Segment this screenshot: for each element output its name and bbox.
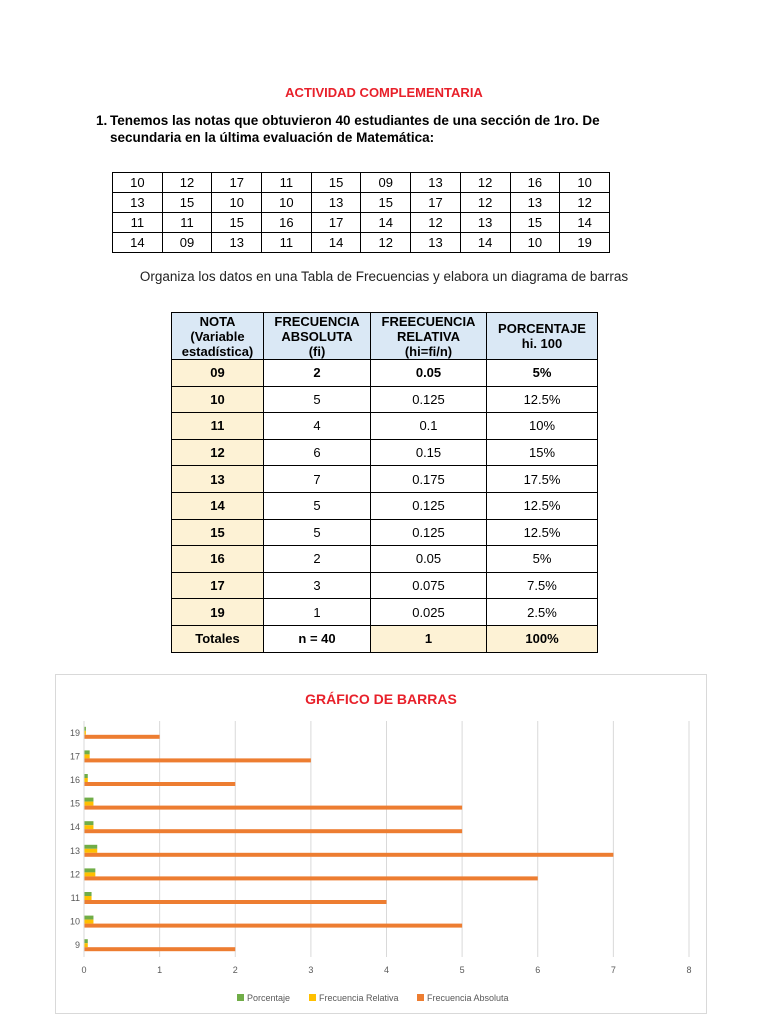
raw-data-row — [113, 213, 610, 233]
x-tick-label: 5 — [459, 965, 465, 975]
bar — [84, 778, 88, 782]
freq-value-cell: 0.175 — [371, 466, 487, 493]
freq-total-cell: 100% — [487, 625, 598, 652]
freq-header-line: (hi=fi/n) — [404, 343, 453, 359]
freq-total-cell: Totales — [172, 625, 264, 652]
freq-value-cell: 0.075 — [371, 572, 487, 599]
freq-value-cell: 5% — [487, 546, 598, 573]
freq-value-cell: 0.125 — [371, 519, 487, 546]
freq-header-line: (Variable — [190, 328, 245, 344]
question-text: Tenemos las notas que obtuvieron 40 estudiantes de una sección de 1ro. De secundaria en la última evaluación de Matemática: — [110, 113, 600, 145]
bar — [84, 802, 93, 806]
raw-data-cell: 12 — [411, 213, 461, 233]
raw-data-cell: 19 — [560, 233, 610, 253]
freq-value-cell: 5 — [264, 519, 371, 546]
freq-totals-row — [172, 625, 598, 652]
freq-nota-cell: 12 — [172, 439, 264, 466]
legend-label: Frecuencia Relativa — [319, 993, 399, 1003]
bar — [84, 900, 387, 904]
y-tick-label: 13 — [69, 845, 80, 856]
freq-value-cell: 0.15 — [371, 439, 487, 466]
freq-value-cell: 0.05 — [371, 360, 487, 387]
freq-value-cell: 0.1 — [371, 413, 487, 440]
raw-data-cell: 11 — [262, 233, 312, 253]
raw-data-row — [113, 233, 610, 253]
x-tick-label: 6 — [535, 965, 541, 975]
freq-value-cell: 10% — [487, 413, 598, 440]
legend-label: Porcentaje — [247, 993, 291, 1003]
freq-header-cell — [172, 313, 264, 360]
raw-data-cell: 10 — [262, 193, 312, 213]
y-tick-label: 10 — [69, 916, 80, 927]
freq-value-cell: 2 — [264, 360, 371, 387]
raw-data-cell: 17 — [212, 173, 262, 193]
raw-data-cell: 14 — [560, 213, 610, 233]
raw-data-cell: 16 — [510, 173, 560, 193]
freq-row — [172, 492, 598, 519]
raw-data-cell: 12 — [560, 193, 610, 213]
bar — [84, 876, 538, 880]
freq-value-cell: 15% — [487, 439, 598, 466]
freq-nota-cell: 13 — [172, 466, 264, 493]
freq-value-cell: 7 — [264, 466, 371, 493]
freq-header-line: RELATIVA — [396, 328, 461, 344]
raw-data-cell: 12 — [460, 173, 510, 193]
bar — [84, 916, 93, 920]
y-tick-label: 19 — [69, 727, 80, 738]
bar-chart-svg — [56, 675, 706, 1013]
x-tick-label: 3 — [308, 965, 314, 975]
raw-data-cell: 14 — [460, 233, 510, 253]
bar — [84, 845, 97, 849]
freq-header-cell — [264, 313, 371, 360]
freq-value-cell: 12.5% — [487, 386, 598, 413]
bar — [84, 798, 93, 802]
freq-value-cell: 3 — [264, 572, 371, 599]
freq-value-cell: 5 — [264, 386, 371, 413]
bar — [84, 825, 93, 829]
raw-data-cell: 13 — [311, 193, 361, 213]
freq-value-cell: 7.5% — [487, 572, 598, 599]
legend-swatch — [417, 994, 424, 1001]
freq-value-cell: 4 — [264, 413, 371, 440]
freq-value-cell: 6 — [264, 439, 371, 466]
freq-value-cell: 17.5% — [487, 466, 598, 493]
freq-header-line: FRECUENCIA — [274, 313, 360, 329]
freq-nota-cell: 14 — [172, 492, 264, 519]
raw-data-cell: 13 — [113, 193, 163, 213]
freq-nota-cell: 11 — [172, 413, 264, 440]
raw-data-row — [113, 173, 610, 193]
freq-value-cell: 0.025 — [371, 599, 487, 626]
freq-row — [172, 466, 598, 493]
freq-row — [172, 360, 598, 387]
freq-value-cell: 1 — [264, 599, 371, 626]
raw-data-cell: 11 — [162, 213, 212, 233]
freq-value-cell: 5% — [487, 360, 598, 387]
bar — [84, 939, 88, 943]
bar — [84, 924, 462, 928]
bar — [84, 920, 93, 924]
y-tick-label: 12 — [69, 869, 80, 880]
raw-data-cell: 16 — [262, 213, 312, 233]
freq-total-cell: n = 40 — [264, 625, 371, 652]
raw-data-cell: 10 — [113, 173, 163, 193]
freq-header-cell — [487, 313, 598, 360]
legend-swatch — [309, 994, 316, 1001]
raw-data-row — [113, 193, 610, 213]
raw-data-cell: 10 — [510, 233, 560, 253]
y-tick-label: 14 — [69, 822, 80, 833]
freq-header-line: FREECUENCIA — [381, 313, 476, 329]
bar — [84, 829, 462, 833]
freq-row — [172, 413, 598, 440]
frequency-table — [171, 312, 598, 653]
raw-data-cell: 15 — [311, 173, 361, 193]
freq-nota-cell: 15 — [172, 519, 264, 546]
freq-header-line: (fi) — [308, 343, 326, 359]
y-tick-label: 9 — [74, 940, 80, 951]
raw-data-cell: 17 — [311, 213, 361, 233]
freq-row — [172, 439, 598, 466]
freq-value-cell: 2 — [264, 546, 371, 573]
freq-header-line: hi. 100 — [521, 336, 563, 351]
bar — [84, 735, 160, 739]
freq-row — [172, 546, 598, 573]
page-title: ACTIVIDAD COMPLEMENTARIA — [285, 85, 483, 100]
freq-nota-cell: 09 — [172, 360, 264, 387]
freq-nota-cell: 17 — [172, 572, 264, 599]
bar — [84, 868, 95, 872]
raw-data-cell: 09 — [361, 173, 411, 193]
chart-title: GRÁFICO DE BARRAS — [305, 691, 457, 707]
bar — [84, 947, 235, 951]
freq-header-cell — [371, 313, 487, 360]
y-tick-label: 15 — [69, 798, 80, 809]
x-tick-label: 0 — [81, 965, 87, 975]
instruction-text: Organiza los datos en una Tabla de Frecuencias y elabora un diagrama de barras — [139, 269, 629, 284]
raw-data-cell: 12 — [460, 193, 510, 213]
raw-data-cell: 10 — [560, 173, 610, 193]
bar — [84, 849, 97, 853]
raw-data-cell: 09 — [162, 233, 212, 253]
raw-data-cell: 14 — [113, 233, 163, 253]
raw-data-cell: 17 — [411, 193, 461, 213]
raw-data-table — [112, 172, 610, 253]
raw-data-cell: 12 — [361, 233, 411, 253]
legend-label: Frecuencia Absoluta — [427, 993, 509, 1003]
raw-data-cell: 15 — [212, 213, 262, 233]
x-tick-label: 2 — [232, 965, 238, 975]
raw-data-cell: 13 — [212, 233, 262, 253]
y-tick-label: 11 — [70, 893, 80, 903]
bar — [84, 853, 613, 857]
raw-data-cell: 14 — [361, 213, 411, 233]
bar — [84, 821, 93, 825]
freq-row — [172, 386, 598, 413]
freq-nota-cell: 16 — [172, 546, 264, 573]
bar — [84, 758, 311, 762]
freq-header-line: estadística) — [181, 343, 254, 359]
freq-value-cell: 12.5% — [487, 519, 598, 546]
freq-value-cell: 2.5% — [487, 599, 598, 626]
raw-data-cell: 15 — [361, 193, 411, 213]
freq-value-cell: 0.05 — [371, 546, 487, 573]
raw-data-cell: 11 — [262, 173, 312, 193]
question — [96, 112, 656, 146]
raw-data-cell: 15 — [510, 213, 560, 233]
raw-data-cell: 10 — [212, 193, 262, 213]
x-tick-label: 4 — [383, 965, 390, 975]
y-tick-label: 16 — [69, 775, 80, 785]
raw-data-cell: 13 — [460, 213, 510, 233]
bar — [84, 782, 235, 786]
bar-chart — [55, 674, 707, 1014]
legend-swatch — [237, 994, 244, 1001]
raw-data-cell: 13 — [411, 173, 461, 193]
freq-value-cell: 0.125 — [371, 386, 487, 413]
bar — [84, 896, 92, 900]
bar — [84, 754, 90, 758]
bar — [84, 806, 462, 810]
x-tick-label: 1 — [157, 965, 163, 975]
freq-nota-cell: 10 — [172, 386, 264, 413]
freq-total-cell: 1 — [371, 625, 487, 652]
x-tick-label: 7 — [610, 965, 616, 975]
freq-row — [172, 519, 598, 546]
x-tick-label: 8 — [686, 965, 692, 975]
bar — [84, 943, 88, 947]
raw-data-cell: 12 — [162, 173, 212, 193]
freq-row — [172, 572, 598, 599]
bar — [84, 892, 92, 896]
bar — [84, 872, 95, 876]
raw-data-cell: 15 — [162, 193, 212, 213]
freq-header-line: NOTA — [199, 313, 236, 329]
freq-value-cell: 12.5% — [487, 492, 598, 519]
raw-data-cell: 11 — [113, 213, 163, 233]
raw-data-cell: 13 — [510, 193, 560, 213]
freq-header-line: ABSOLUTA — [281, 328, 353, 344]
bar — [84, 774, 88, 778]
y-tick-label: 17 — [69, 751, 80, 762]
bar — [84, 750, 90, 754]
freq-nota-cell: 19 — [172, 599, 264, 626]
freq-value-cell: 5 — [264, 492, 371, 519]
freq-header-line: PORCENTAJE — [498, 321, 586, 336]
freq-row — [172, 599, 598, 626]
raw-data-cell: 14 — [311, 233, 361, 253]
raw-data-cell: 13 — [411, 233, 461, 253]
freq-value-cell: 0.125 — [371, 492, 487, 519]
question-number: 1. — [96, 113, 108, 128]
